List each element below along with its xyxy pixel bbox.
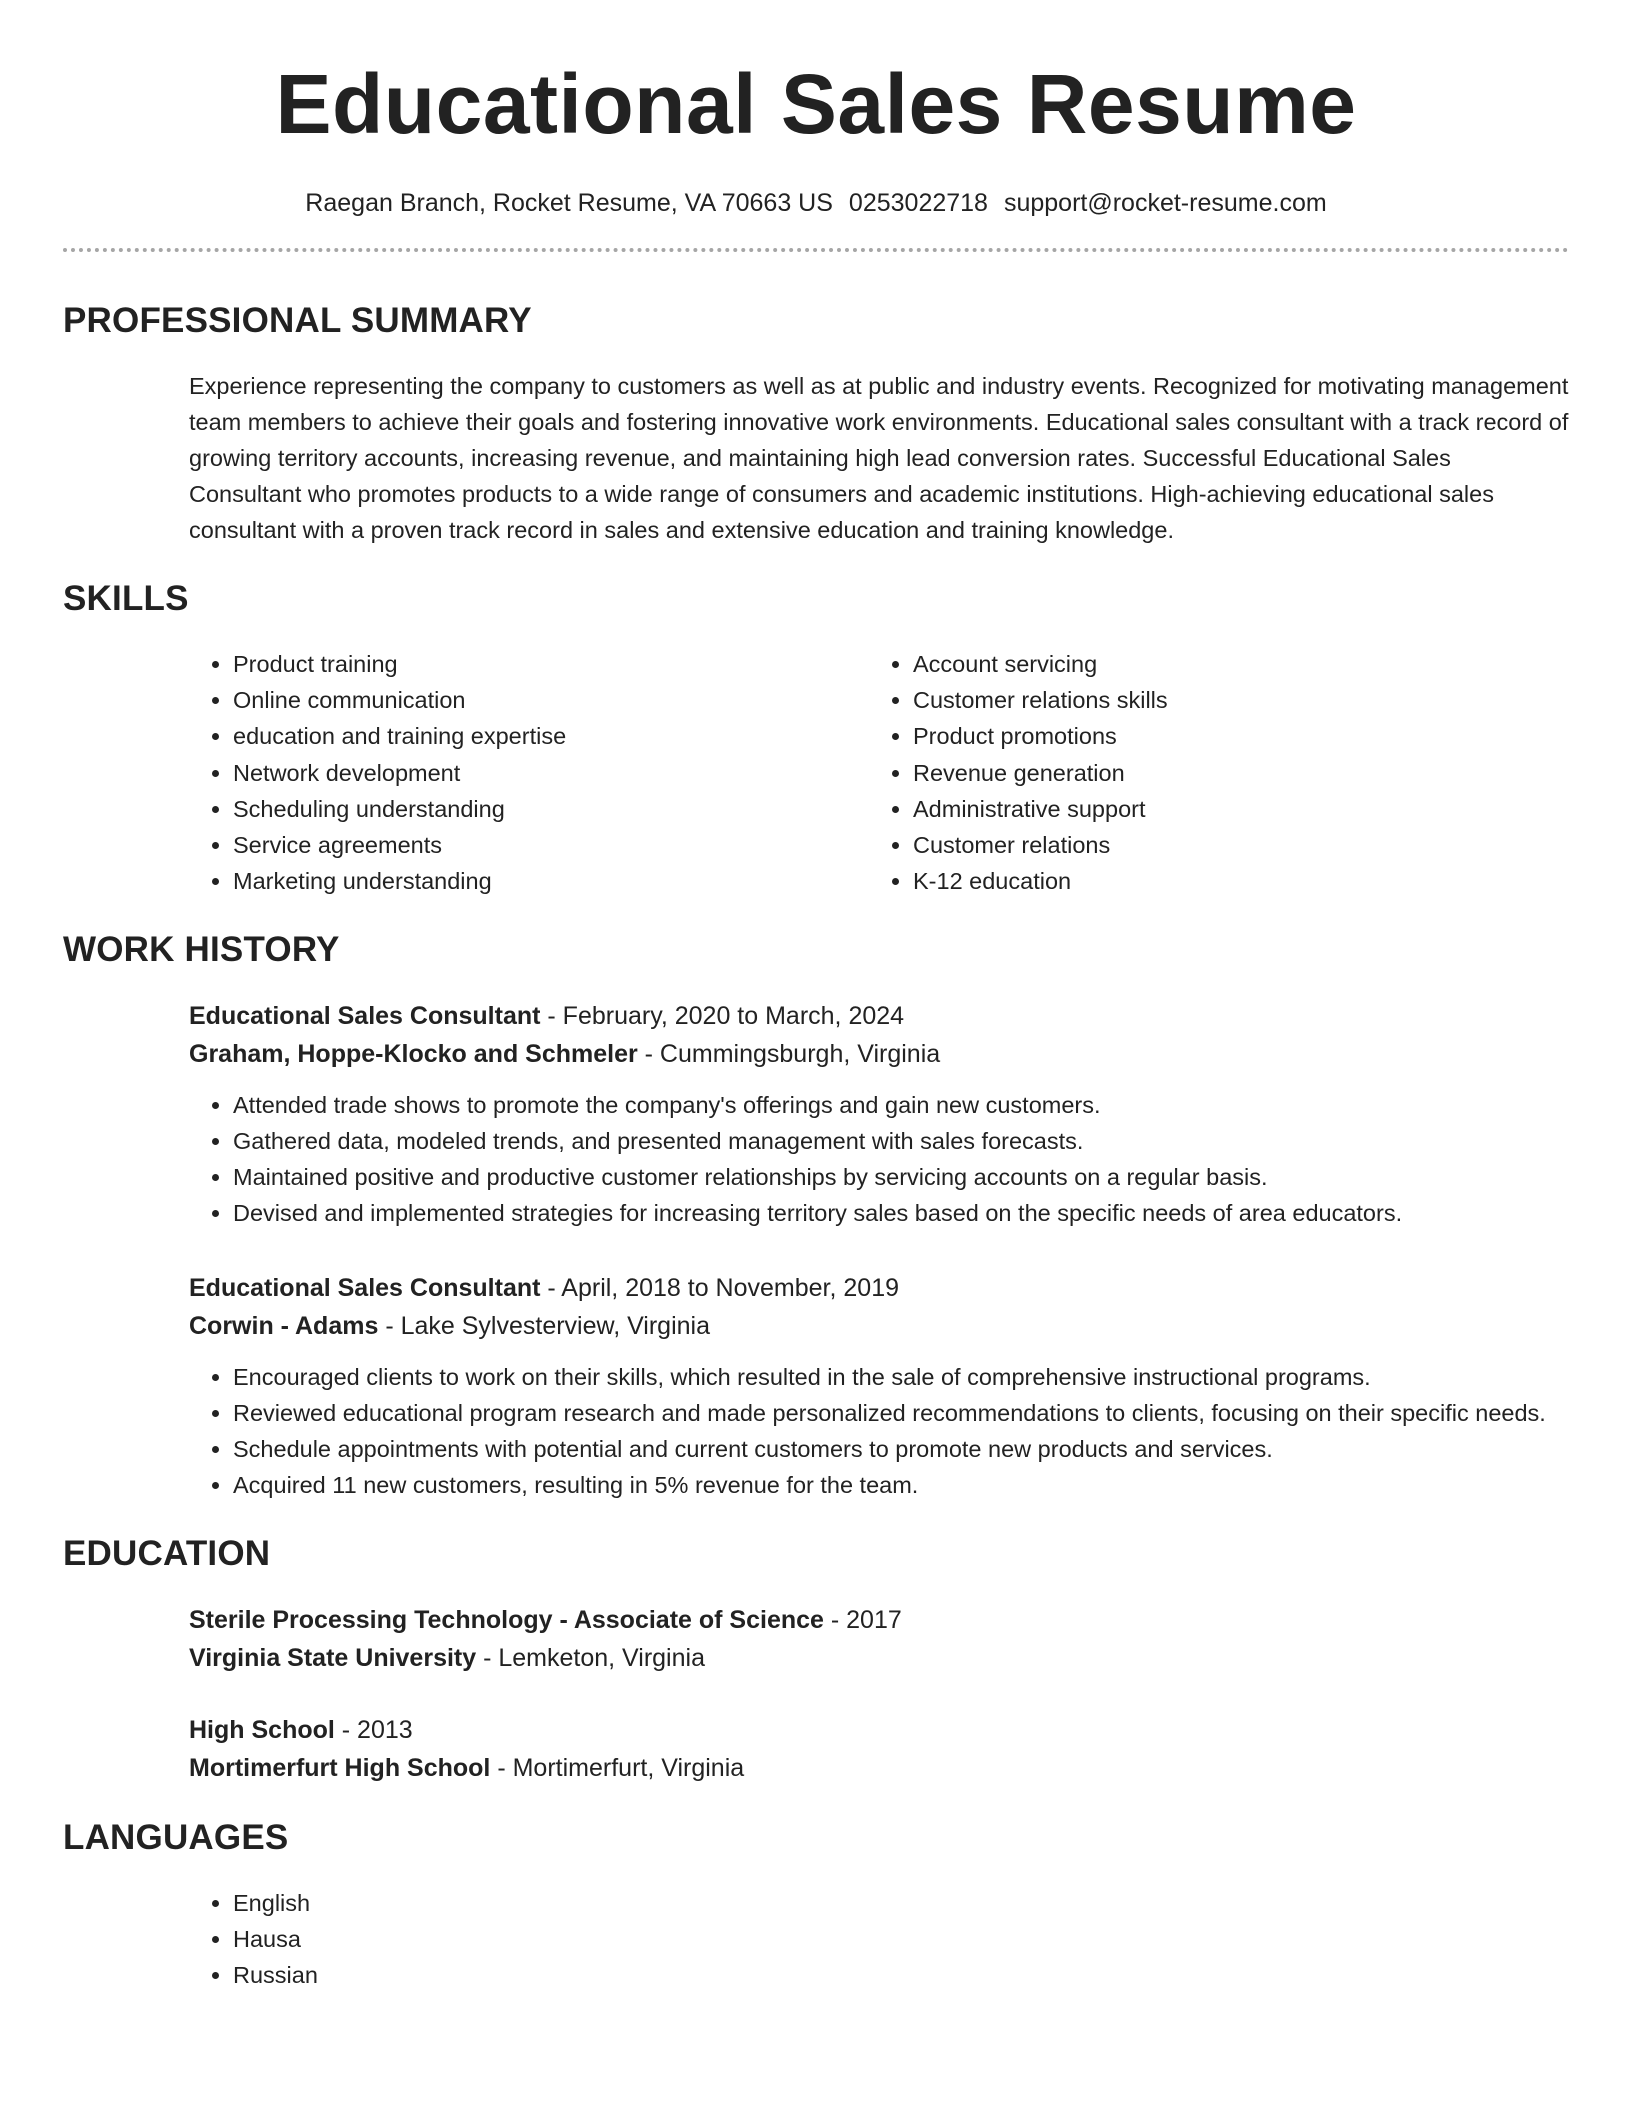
language-item: • Russian [233, 1957, 1569, 1993]
skill-item: • Customer relations skills [913, 682, 1549, 718]
languages-list [189, 1885, 1569, 1993]
skill-item: • Network development [233, 755, 869, 791]
education-school-line [189, 1749, 1569, 1787]
education-degree-line [189, 1601, 1569, 1639]
job-location: - Cummingsburgh, Virginia [637, 1040, 941, 1069]
job-duties-list [189, 1087, 1569, 1231]
skill-item: • Customer relations [913, 827, 1549, 863]
job-company: Corwin - Adams [189, 1312, 379, 1341]
education-school-line [189, 1639, 1569, 1677]
skill-item: • education and training expertise [233, 718, 869, 754]
education-section [63, 1533, 1569, 1787]
job-duty: • Reviewed educational program research and made personalized recommendations to clients, focusing on their specific needs. [233, 1395, 1569, 1431]
skills-column-right [869, 646, 1549, 899]
skill-item: • Account servicing [913, 646, 1549, 682]
header-divider [63, 248, 1569, 252]
section-title-education: EDUCATION [63, 1534, 271, 1574]
job-duty: • Attended trade shows to promote the company's offerings and gain new customers. [233, 1087, 1569, 1123]
summary-text: Experience representing the company to customers as well as at public and industry events. Recognized for motivating management team members to achieve their goals and fostering innovative work environments. Educational sales consultant with a track record of growing territory accounts, increasing revenue, and maintaining high lead conversion rates. Successful Educational Sales Consultant who promotes products to a wide range of consumers and academic institutions. High-achieving educational sales consultant with a proven track record in sales and extensive education and training knowledge. [189, 373, 1569, 543]
job-title: Educational Sales Consultant [189, 1002, 541, 1031]
contact-email: support@rocket-resume.com [1003, 189, 1327, 217]
section-title-summary: PROFESSIONAL SUMMARY [63, 301, 532, 340]
job-entry [189, 1269, 1569, 1503]
language-item: • English [233, 1885, 1569, 1921]
professional-summary-section [63, 300, 1569, 548]
contact-phone: 0253022718 [848, 189, 988, 217]
education-degree: High School [189, 1716, 335, 1745]
education-location: - Mortimerfurt, Virginia [490, 1754, 745, 1783]
job-title-line [189, 997, 1569, 1035]
job-duty: • Maintained positive and productive customer relationships by servicing accounts on a regular basis. [233, 1159, 1569, 1195]
work-history-section [63, 929, 1569, 1503]
contact-address: Raegan Branch, Rocket Resume, VA 70663 US [305, 189, 833, 217]
education-degree-line [189, 1711, 1569, 1749]
job-dates: - April, 2018 to November, 2019 [540, 1274, 899, 1303]
education-year: - 2013 [334, 1716, 413, 1745]
resume-title: Educational Sales Resume [275, 57, 1357, 151]
job-location: - Lake Sylvesterview, Virginia [378, 1312, 711, 1341]
education-degree: Sterile Processing Technology - Associate of Science [189, 1606, 824, 1635]
education-school: Mortimerfurt High School [189, 1754, 491, 1783]
education-location: - Lemketon, Virginia [476, 1644, 705, 1673]
languages-section [63, 1817, 1569, 1993]
education-entry [189, 1601, 1569, 1677]
job-duties-list [189, 1359, 1569, 1503]
contact-line [63, 188, 1569, 218]
job-company: Graham, Hoppe-Klocko and Schmeler [189, 1040, 638, 1069]
skill-item: • Product promotions [913, 718, 1549, 754]
skill-item: • K-12 education [913, 863, 1549, 899]
job-dates: - February, 2020 to March, 2024 [540, 1002, 905, 1031]
job-duty: • Devised and implemented strategies for increasing territory sales based on the specific needs of area educators. [233, 1195, 1569, 1231]
education-year: - 2017 [823, 1606, 902, 1635]
language-item: • Hausa [233, 1921, 1569, 1957]
skills-list-right [869, 646, 1549, 899]
skills-section [63, 578, 1569, 899]
skill-item: • Revenue generation [913, 755, 1549, 791]
education-entry [189, 1711, 1569, 1787]
job-title-line [189, 1269, 1569, 1307]
job-entry [189, 997, 1569, 1231]
skills-list-left [189, 646, 869, 899]
skill-item: • Service agreements [233, 827, 869, 863]
skill-item: • Scheduling understanding [233, 791, 869, 827]
job-company-line [189, 1035, 1569, 1073]
skills-grid [189, 646, 1569, 899]
job-duty: • Schedule appointments with potential and current customers to promote new products and services. [233, 1431, 1569, 1467]
skill-item: • Online communication [233, 682, 869, 718]
job-company-line [189, 1307, 1569, 1345]
job-duty: • Acquired 11 new customers, resulting in 5% revenue for the team. [233, 1467, 1569, 1503]
section-title-skills: SKILLS [63, 579, 189, 618]
skills-column-left [189, 646, 869, 899]
section-title-work-history: WORK HISTORY [63, 930, 340, 970]
skill-item: • Marketing understanding [233, 863, 869, 899]
section-title-languages: LANGUAGES [63, 1818, 289, 1858]
job-duty: • Gathered data, modeled trends, and presented management with sales forecasts. [233, 1123, 1569, 1159]
languages-body [189, 1885, 1569, 1993]
skill-item: • Administrative support [913, 791, 1549, 827]
job-title: Educational Sales Consultant [189, 1274, 541, 1303]
skill-item: • Product training [233, 646, 869, 682]
education-school: Virginia State University [189, 1644, 477, 1673]
job-duty: • Encouraged clients to work on their skills, which resulted in the sale of comprehensive instructional programs. [233, 1359, 1569, 1395]
